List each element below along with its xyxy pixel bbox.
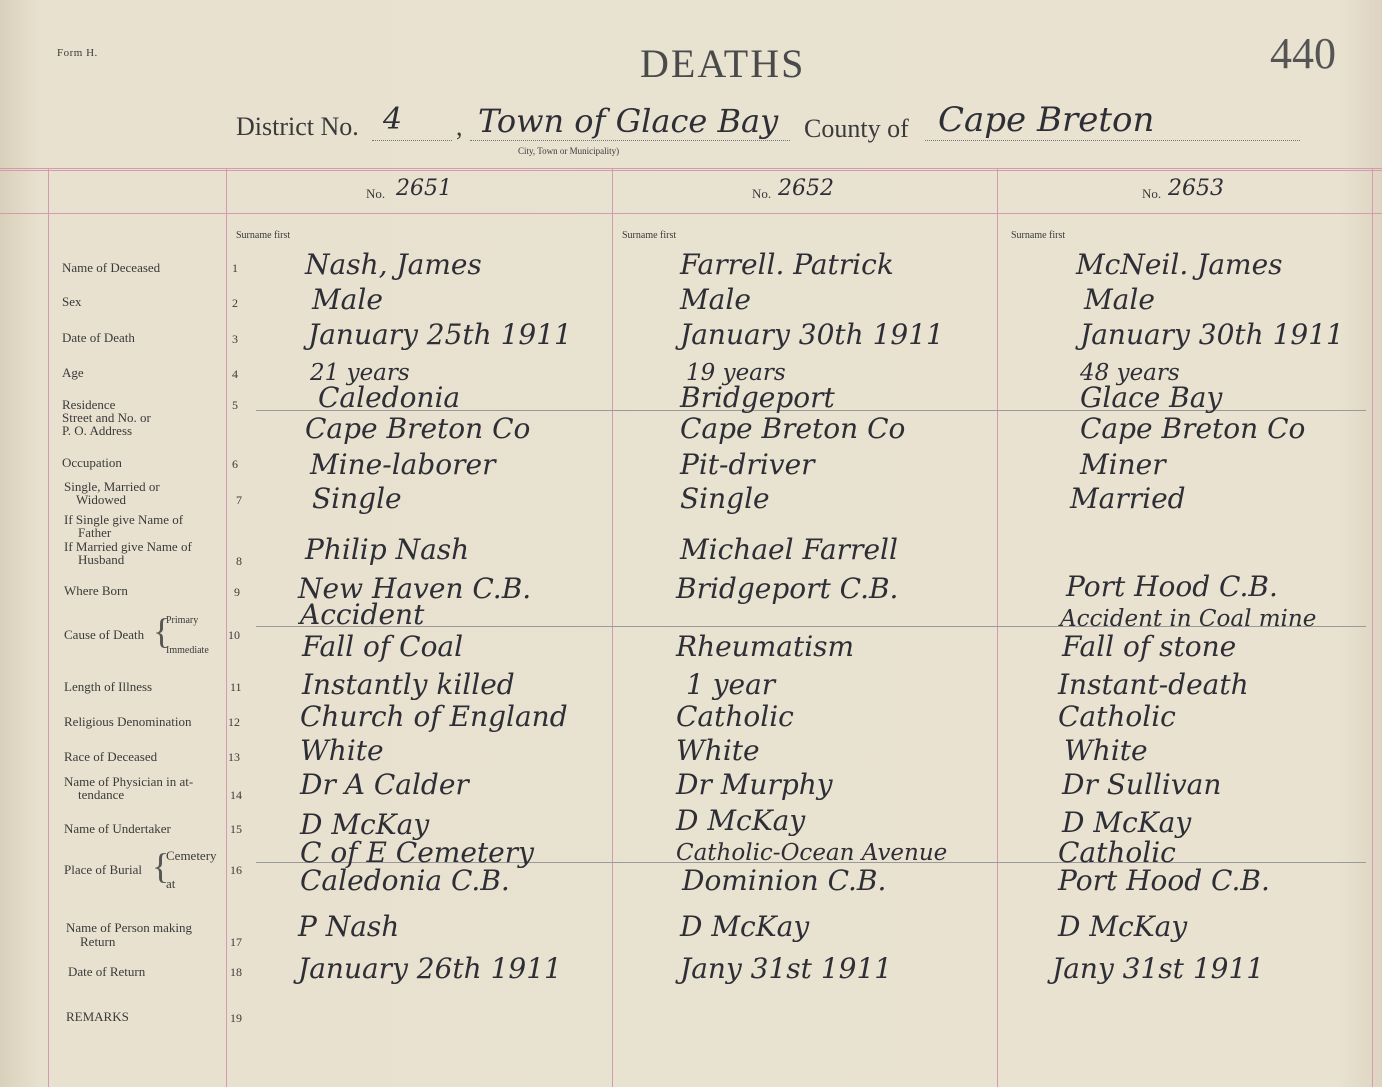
top-rule	[0, 168, 1382, 171]
col2-physician: Dr Murphy	[676, 768, 833, 801]
col3-person-return: D McKay	[1058, 910, 1188, 943]
col2-religion: Catholic	[676, 700, 794, 733]
col1-no-label: No.	[366, 186, 386, 201]
row-label-physician: Name of Physician in at-	[64, 774, 194, 789]
cause-brace: {	[153, 611, 171, 651]
col1-address: Cape Breton Co	[305, 412, 531, 445]
col1-father: Philip Nash	[305, 533, 470, 566]
row-label-race: Race of Deceased	[64, 749, 158, 764]
col2-father: Michael Farrell	[680, 533, 898, 566]
row-num-8: 8	[236, 554, 242, 568]
col3-race: White	[1064, 734, 1148, 767]
col3-marital: Married	[1070, 482, 1186, 515]
row-num-7: 7	[236, 493, 242, 507]
col3-occupation: Miner	[1080, 448, 1166, 481]
col1-surname-caption: Surname first	[236, 230, 291, 241]
row-label-residence: Residence	[62, 397, 116, 412]
district-value: 4	[383, 102, 403, 137]
col3-name: McNeil. James	[1076, 248, 1283, 281]
column-rule-1	[612, 168, 613, 1087]
row-label-burial: Place of Burial	[64, 862, 142, 877]
label-column-rule	[226, 168, 227, 1087]
col1-date-of-death: January 25th 1911	[308, 318, 572, 351]
county-label: County of	[804, 114, 909, 143]
row-label-physician-2: tendance	[78, 787, 125, 802]
col1-where-born: New Haven C.B.	[298, 572, 532, 605]
col2-date-of-death: January 30th 1911	[680, 318, 944, 351]
col1-residence: Caledonia	[318, 381, 461, 414]
row-num-4: 4	[232, 367, 238, 381]
row-label-person-return-2: Return	[80, 934, 116, 949]
district-dotline	[372, 140, 452, 141]
col2-burial-at: Dominion C.B.	[682, 864, 887, 897]
district-label: District No.	[236, 112, 359, 141]
row-label-father-2: Father	[78, 525, 112, 540]
col2-cemetery: Catholic-Ocean Avenue	[676, 840, 948, 866]
district-comma: ,	[456, 112, 463, 141]
col2-race: White	[676, 734, 760, 767]
col1-date-return: January 26th 1911	[298, 952, 562, 985]
col3-no-value: 2653	[1168, 176, 1224, 201]
col2-no-label: No.	[752, 186, 772, 201]
row-label-residence-2: Street and No. or	[62, 410, 151, 425]
col2-person-return: D McKay	[680, 910, 810, 943]
col3-address: Cape Breton Co	[1080, 412, 1306, 445]
col2-sex: Male	[680, 283, 751, 316]
row-label-date-return: Date of Return	[68, 964, 146, 979]
col1-undertaker: D McKay	[300, 808, 430, 841]
col1-occupation: Mine-laborer	[310, 448, 496, 481]
col3-date-return: Jany 31st 1911	[1052, 952, 1265, 985]
row-num-12: 12	[228, 715, 240, 729]
header-rule	[0, 213, 1382, 214]
col3-physician: Dr Sullivan	[1062, 768, 1222, 801]
row-num-1: 1	[232, 261, 238, 275]
row-label-length-of-illness: Length of Illness	[64, 679, 153, 694]
col1-physician: Dr A Calder	[300, 768, 469, 801]
row-label-father: If Single give Name of	[64, 512, 184, 527]
county-dotline	[925, 140, 1300, 141]
row-label-cause: Cause of Death	[64, 627, 145, 642]
row-label-name: Name of Deceased	[62, 260, 161, 275]
page-title: DEATHS	[640, 41, 806, 86]
town-caption: City, Town or Municipality)	[518, 146, 620, 156]
col2-length-of-illness: 1 year	[686, 668, 776, 701]
col2-age: 19 years	[686, 360, 786, 386]
row-num-2: 2	[232, 296, 238, 310]
col2-occupation: Pit-driver	[680, 448, 815, 481]
row-label-religion: Religious Denomination	[64, 714, 192, 729]
col3-burial-at: Port Hood C.B.	[1058, 864, 1270, 897]
burial-at-label: at	[166, 876, 176, 891]
burial-cemetery-label: Cemetery	[166, 848, 217, 863]
col1-cemetery: C of E Cemetery	[300, 836, 534, 869]
col1-burial-at: Caledonia C.B.	[300, 864, 510, 897]
town-dotline	[470, 140, 790, 141]
col1-person-return: P Nash	[298, 910, 400, 943]
col3-undertaker: D McKay	[1062, 806, 1192, 839]
col2-residence: Bridgeport	[680, 381, 835, 414]
row-num-17: 17	[230, 935, 242, 949]
col1-cause-primary: Accident	[300, 598, 425, 631]
row-label-husband-2: Husband	[78, 552, 125, 567]
col3-where-born: Port Hood C.B.	[1066, 570, 1278, 603]
col2-cause-immediate: Rheumatism	[676, 630, 855, 663]
row-label-residence-3: P. O. Address	[62, 423, 133, 438]
col1-name: Nash, James	[305, 248, 482, 281]
town-value: Town of Glace Bay	[478, 102, 779, 140]
row-label-sex: Sex	[62, 294, 82, 309]
county-value: Cape Breton	[938, 100, 1155, 140]
page-number: 440	[1270, 29, 1336, 78]
col1-length-of-illness: Instantly killed	[302, 668, 515, 701]
col2-date-return: Jany 31st 1911	[680, 952, 893, 985]
row-label-husband: If Married give Name of	[64, 539, 192, 554]
row-num-9: 9	[234, 585, 240, 599]
row-label-person-return: Name of Person making	[66, 920, 193, 935]
row-num-18: 18	[230, 965, 242, 979]
col1-no-value: 2651	[396, 176, 452, 201]
col1-race: White	[300, 734, 384, 767]
col2-no-value: 2652	[778, 176, 834, 201]
col3-residence: Glace Bay	[1080, 381, 1223, 414]
row-num-11: 11	[230, 680, 242, 694]
col3-sex: Male	[1084, 283, 1155, 316]
row-num-6: 6	[232, 457, 238, 471]
col3-cause-immediate: Fall of stone	[1062, 630, 1237, 663]
row-label-where-born: Where Born	[64, 583, 128, 598]
col1-marital: Single	[312, 482, 402, 515]
col1-sex: Male	[312, 283, 383, 316]
col3-religion: Catholic	[1058, 700, 1176, 733]
col3-cause-primary: Accident in Coal mine	[1060, 606, 1317, 632]
right-margin-rule	[1372, 168, 1373, 1087]
column-rule-2	[997, 168, 998, 1087]
row-label-occupation: Occupation	[62, 455, 122, 470]
col3-length-of-illness: Instant-death	[1058, 668, 1249, 701]
row-num-15: 15	[230, 822, 242, 836]
row-label-marital: Single, Married or	[64, 479, 160, 494]
row-label-marital-2: Widowed	[76, 492, 127, 507]
row-num-14: 14	[230, 788, 242, 802]
col2-marital: Single	[680, 482, 770, 515]
burial-brace: {	[152, 846, 170, 886]
row-label-remarks: REMARKS	[66, 1009, 129, 1024]
col3-surname-caption: Surname first	[1011, 230, 1066, 241]
row-label-age: Age	[62, 365, 84, 380]
row-label-date-of-death: Date of Death	[62, 330, 135, 345]
row-num-3: 3	[232, 332, 238, 346]
row-num-16: 16	[230, 863, 242, 877]
col3-no-label: No.	[1142, 186, 1162, 201]
col1-religion: Church of England	[300, 700, 568, 733]
col3-age: 48 years	[1080, 360, 1180, 386]
col2-name: Farrell. Patrick	[680, 248, 894, 281]
row-num-5: 5	[232, 398, 238, 412]
col2-address: Cape Breton Co	[680, 412, 906, 445]
col3-date-of-death: January 30th 1911	[1080, 318, 1344, 351]
cause-primary-label: Primary	[166, 615, 199, 626]
col2-undertaker: D McKay	[676, 804, 806, 837]
cause-immediate-label: Immediate	[166, 645, 209, 656]
left-margin-rule	[48, 168, 49, 1087]
col2-where-born: Bridgeport C.B.	[676, 572, 899, 605]
col1-age: 21 years	[310, 360, 410, 386]
form-label: Form H.	[57, 47, 98, 59]
row-num-13: 13	[228, 750, 240, 764]
row-num-19: 19	[230, 1011, 242, 1025]
col1-cause-immediate: Fall of Coal	[302, 630, 464, 663]
row-num-10: 10	[228, 628, 240, 642]
col2-surname-caption: Surname first	[622, 230, 677, 241]
row-label-undertaker: Name of Undertaker	[64, 821, 171, 836]
col3-cemetery: Catholic	[1058, 836, 1176, 869]
